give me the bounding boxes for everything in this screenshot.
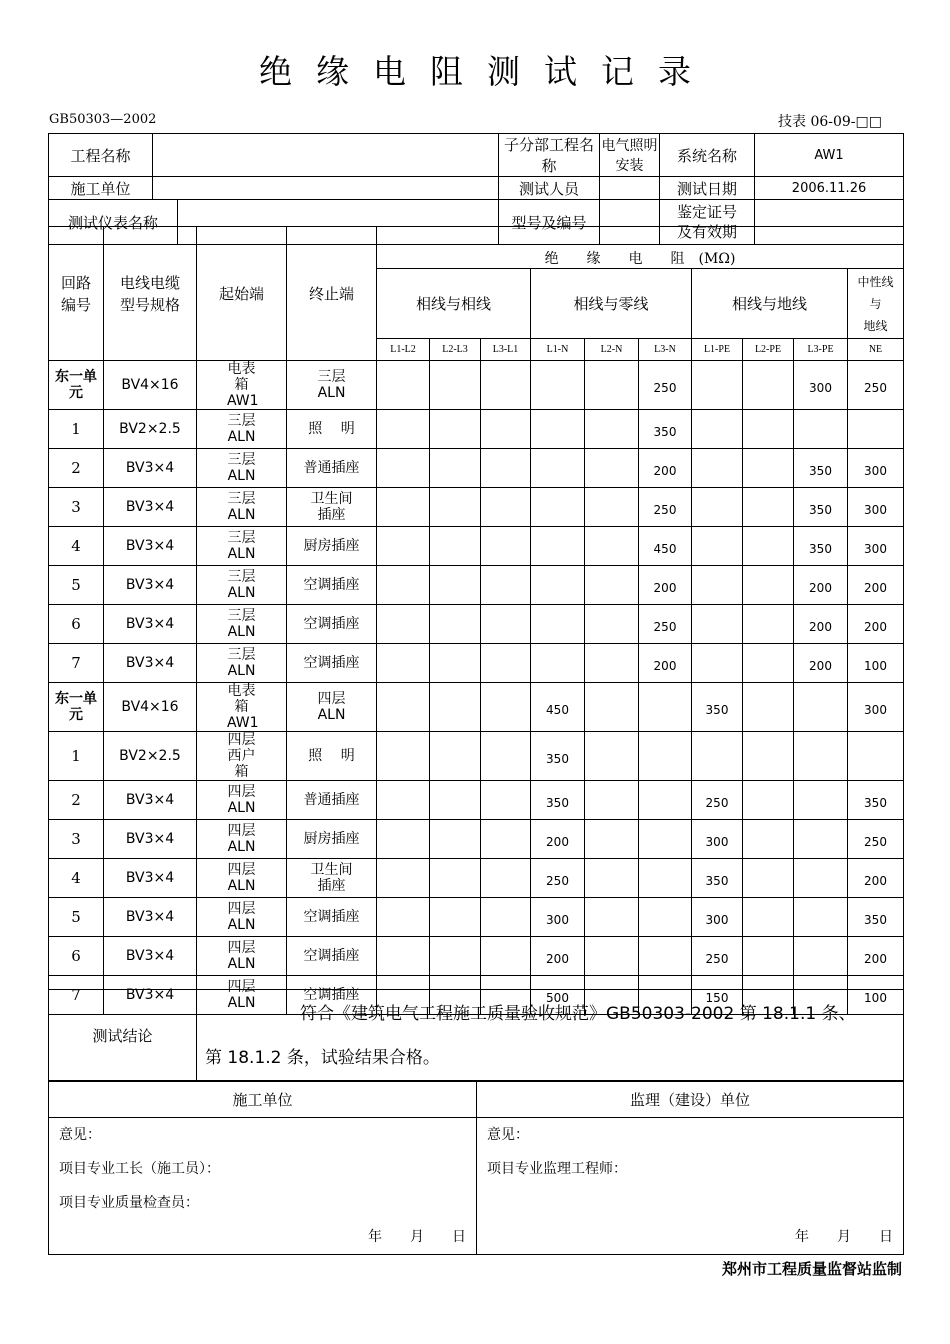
resistance-value-l1-n	[531, 488, 585, 527]
phase-phase-header: 相线与相线	[377, 269, 531, 339]
resistance-value-l1-l2	[377, 683, 430, 732]
table-row	[49, 732, 904, 781]
resistance-value-l1-l2	[377, 605, 430, 644]
sub-header-l2-l3: L2-L3	[430, 339, 481, 361]
construction-sign-block	[49, 1118, 477, 1255]
resistance-header: 绝 缘 电 阻 (MΩ)	[377, 227, 904, 269]
construction-date: 年 月 日	[368, 1229, 466, 1245]
resistance-value-l1-n: 350	[531, 781, 585, 820]
supervision-sign-block	[477, 1118, 904, 1255]
resistance-value-l1-n: 500	[531, 976, 585, 1015]
resistance-value-ne: 200	[848, 605, 904, 644]
resistance-value-l2-l3	[430, 732, 481, 781]
system-value[interactable]: AW1	[755, 134, 904, 177]
resistance-value-l3-pe	[794, 898, 848, 937]
construction-unit-header: 施工单位	[49, 1081, 477, 1118]
cable-spec: BV3×4	[104, 820, 197, 859]
resistance-value-l2-pe	[743, 449, 794, 488]
resistance-value-l2-pe	[743, 410, 794, 449]
resistance-value-ne: 200	[848, 937, 904, 976]
resistance-value-l1-l2	[377, 449, 430, 488]
resistance-value-l1-l2	[377, 361, 430, 410]
end-point: 普通插座	[287, 781, 377, 820]
resistance-value-l2-n	[585, 683, 639, 732]
table-row	[49, 859, 904, 898]
loop-number: 5	[49, 566, 104, 605]
resistance-value-l3-n	[639, 937, 692, 976]
resistance-value-l3-pe	[794, 410, 848, 449]
end-point: 厨房插座	[287, 527, 377, 566]
resistance-value-l3-n: 200	[639, 644, 692, 683]
resistance-value-l3-l1	[481, 361, 531, 410]
resistance-value-l3-l1	[481, 410, 531, 449]
cable-spec: BV2×2.5	[104, 410, 197, 449]
resistance-value-l1-l2	[377, 566, 430, 605]
resistance-value-l3-l1	[481, 566, 531, 605]
cable-spec: BV3×4	[104, 488, 197, 527]
resistance-value-ne: 250	[848, 361, 904, 410]
resistance-value-l3-l1	[481, 644, 531, 683]
start-point: 电表箱 AW1	[197, 683, 287, 732]
table-row	[49, 566, 904, 605]
resistance-value-l3-pe: 350	[794, 488, 848, 527]
cable-spec: BV3×4	[104, 527, 197, 566]
resistance-value-ne: 300	[848, 449, 904, 488]
table-row	[49, 527, 904, 566]
table-row	[49, 820, 904, 859]
resistance-value-l3-pe: 200	[794, 644, 848, 683]
test-date-value[interactable]: 2006.11.26	[755, 177, 904, 200]
start-point: 电表箱 AW1	[197, 361, 287, 410]
table-row	[49, 605, 904, 644]
conclusion-line-1: 符合《建筑电气工程施工质量验收规范》GB50303-2002 第 18.1.1 条、	[300, 1003, 856, 1024]
resistance-value-l1-pe: 350	[692, 683, 743, 732]
cable-spec: BV2×2.5	[104, 732, 197, 781]
loop-number: 2	[49, 781, 104, 820]
resistance-value-l3-n	[639, 683, 692, 732]
sub-header-l2-n: L2-N	[585, 339, 639, 361]
resistance-value-l1-pe	[692, 488, 743, 527]
issuer-footer: 郑州市工程质量监督站监制	[721, 1260, 902, 1278]
start-point: 三层 ALN	[197, 488, 287, 527]
resistance-value-l2-pe	[743, 820, 794, 859]
resistance-value-l1-l2	[377, 859, 430, 898]
resistance-value-l3-pe: 200	[794, 566, 848, 605]
loop-number: 5	[49, 898, 104, 937]
resistance-value-l2-l3	[430, 683, 481, 732]
signature-table	[48, 1080, 904, 1255]
resistance-value-l1-n: 450	[531, 683, 585, 732]
table-row	[49, 361, 904, 410]
resistance-value-ne: 200	[848, 566, 904, 605]
start-point: 三层 ALN	[197, 410, 287, 449]
loop-header: 回路 编号	[49, 227, 104, 361]
resistance-value-l3-n	[639, 732, 692, 781]
cable-spec: BV3×4	[104, 781, 197, 820]
resistance-value-l2-l3	[430, 449, 481, 488]
resistance-value-l2-pe	[743, 605, 794, 644]
construction-unit-label: 施工单位	[49, 177, 153, 200]
resistance-value-l1-pe	[692, 566, 743, 605]
loop-number: 3	[49, 820, 104, 859]
cable-spec: BV3×4	[104, 644, 197, 683]
conclusion-text	[197, 990, 904, 1082]
data-rows	[49, 361, 904, 1015]
table-row	[49, 644, 904, 683]
cable-spec: BV3×4	[104, 937, 197, 976]
cable-spec: BV3×4	[104, 976, 197, 1015]
resistance-value-l1-pe: 150	[692, 976, 743, 1015]
resistance-value-l2-l3	[430, 410, 481, 449]
system-label: 系统名称	[660, 134, 755, 177]
resistance-value-l3-pe	[794, 820, 848, 859]
resistance-value-l3-pe	[794, 732, 848, 781]
resistance-value-l2-pe	[743, 859, 794, 898]
resistance-value-l3-l1	[481, 527, 531, 566]
start-point: 四层 ALN	[197, 781, 287, 820]
cable-spec: BV3×4	[104, 898, 197, 937]
resistance-value-l1-n: 300	[531, 898, 585, 937]
form-code: 技表 06-09-□□	[778, 114, 882, 130]
resistance-value-l2-n	[585, 859, 639, 898]
start-point: 三层 ALN	[197, 566, 287, 605]
end-point: 三层 ALN	[287, 361, 377, 410]
loop-number: 7	[49, 644, 104, 683]
cable-spec: BV3×4	[104, 566, 197, 605]
table-row	[49, 449, 904, 488]
resistance-value-l2-n	[585, 732, 639, 781]
loop-number: 1	[49, 410, 104, 449]
loop-number: 4	[49, 527, 104, 566]
resistance-value-l2-n	[585, 644, 639, 683]
resistance-value-l3-l1	[481, 449, 531, 488]
resistance-value-l1-pe: 350	[692, 859, 743, 898]
resistance-value-l1-pe	[692, 605, 743, 644]
resistance-value-l3-n	[639, 859, 692, 898]
resistance-value-l2-pe	[743, 644, 794, 683]
start-header: 起始端	[197, 227, 287, 361]
resistance-value-l3-pe	[794, 683, 848, 732]
page-title: 绝缘电阻测试记录	[259, 52, 715, 91]
resistance-value-l2-l3	[430, 644, 481, 683]
resistance-value-l3-pe: 300	[794, 361, 848, 410]
end-point: 空调插座	[287, 898, 377, 937]
resistance-value-l1-pe	[692, 361, 743, 410]
supervisor-label: 项目专业监理工程师：	[487, 1161, 627, 1177]
loop-number: 6	[49, 605, 104, 644]
resistance-value-ne	[848, 732, 904, 781]
resistance-value-l3-l1	[481, 732, 531, 781]
supervision-date: 年 月 日	[795, 1229, 893, 1245]
resistance-value-l3-n: 200	[639, 566, 692, 605]
sub-header-l3-n: L3-N	[639, 339, 692, 361]
start-point: 三层 ALN	[197, 527, 287, 566]
resistance-value-l1-l2	[377, 781, 430, 820]
resistance-value-ne: 350	[848, 781, 904, 820]
sub-project-label: 子分部工程名称	[499, 134, 600, 177]
loop-number: 东一单元	[49, 683, 104, 732]
resistance-value-l2-pe	[743, 937, 794, 976]
resistance-value-l1-l2	[377, 410, 430, 449]
sub-header-l1-l2: L1-L2	[377, 339, 430, 361]
resistance-value-l2-pe	[743, 527, 794, 566]
tester-label: 测试人员	[499, 177, 600, 200]
resistance-value-l1-pe: 300	[692, 898, 743, 937]
end-point: 厨房插座	[287, 820, 377, 859]
model-label: 型号及编号	[499, 200, 600, 245]
resistance-value-l2-l3	[430, 859, 481, 898]
construction-unit-value[interactable]	[153, 177, 499, 200]
cable-spec: BV3×4	[104, 449, 197, 488]
table-row	[49, 937, 904, 976]
resistance-value-l2-n	[585, 361, 639, 410]
loop-number: 7	[49, 976, 104, 1015]
resistance-value-l3-l1	[481, 937, 531, 976]
standard-code: GB50303—2002	[49, 112, 157, 127]
start-point: 四层 ALN	[197, 820, 287, 859]
resistance-value-ne: 300	[848, 488, 904, 527]
loop-number: 2	[49, 449, 104, 488]
resistance-value-l2-pe	[743, 781, 794, 820]
resistance-value-l2-n	[585, 781, 639, 820]
resistance-value-l3-l1	[481, 898, 531, 937]
phase-ground-header: 相线与地线	[692, 269, 848, 339]
resistance-value-l3-pe	[794, 859, 848, 898]
resistance-value-l2-n	[585, 449, 639, 488]
resistance-value-l1-pe: 300	[692, 820, 743, 859]
resistance-value-l3-n: 250	[639, 488, 692, 527]
resistance-value-l2-pe	[743, 898, 794, 937]
sub-header-l1-pe: L1-PE	[692, 339, 743, 361]
resistance-value-l3-l1	[481, 605, 531, 644]
resistance-value-l2-l3	[430, 566, 481, 605]
neutral-ground-header: 中性线 与 地线	[848, 269, 904, 339]
sub-project-value[interactable]: 电气照明安装	[600, 134, 660, 177]
resistance-value-ne: 350	[848, 898, 904, 937]
loop-number: 4	[49, 859, 104, 898]
loop-number: 3	[49, 488, 104, 527]
test-date-label: 测试日期	[660, 177, 755, 200]
resistance-value-l1-n	[531, 410, 585, 449]
end-point: 卫生间 插座	[287, 859, 377, 898]
resistance-value-l2-l3	[430, 898, 481, 937]
cable-spec: BV3×4	[104, 605, 197, 644]
table-row	[49, 781, 904, 820]
sub-header-l3-pe: L3-PE	[794, 339, 848, 361]
table-row	[49, 410, 904, 449]
start-point: 三层 ALN	[197, 605, 287, 644]
construction-opinion: 意见：	[59, 1127, 101, 1143]
start-point: 四层 ALN	[197, 898, 287, 937]
resistance-value-ne: 300	[848, 527, 904, 566]
resistance-value-l2-l3	[430, 605, 481, 644]
end-point: 普通插座	[287, 449, 377, 488]
resistance-value-ne: 100	[848, 976, 904, 1015]
resistance-value-l3-pe	[794, 937, 848, 976]
resistance-value-l1-l2	[377, 527, 430, 566]
resistance-value-l2-l3	[430, 361, 481, 410]
resistance-value-ne: 100	[848, 644, 904, 683]
resistance-value-l2-n	[585, 820, 639, 859]
resistance-value-l2-pe	[743, 361, 794, 410]
cert-label: 鉴定证号 及有效期	[660, 200, 755, 245]
resistance-value-l1-l2	[377, 732, 430, 781]
resistance-value-l3-l1	[481, 488, 531, 527]
resistance-value-l1-pe	[692, 449, 743, 488]
resistance-value-l2-n	[585, 527, 639, 566]
resistance-value-l2-pe	[743, 488, 794, 527]
start-point: 四层 ALN	[197, 859, 287, 898]
resistance-value-l1-pe	[692, 410, 743, 449]
resistance-value-l3-l1	[481, 859, 531, 898]
resistance-table	[48, 226, 904, 1015]
resistance-value-ne	[848, 410, 904, 449]
foreman-label: 项目专业工长（施工员）：	[59, 1161, 220, 1177]
table-row	[49, 898, 904, 937]
resistance-value-l1-pe: 250	[692, 937, 743, 976]
resistance-value-l1-l2	[377, 937, 430, 976]
resistance-value-l2-n	[585, 488, 639, 527]
resistance-value-l1-pe	[692, 527, 743, 566]
resistance-value-l1-l2	[377, 898, 430, 937]
resistance-value-l2-pe	[743, 732, 794, 781]
conclusion-line-2: 第 18.1.2 条，试验结果合格。	[205, 1047, 440, 1068]
resistance-value-ne: 300	[848, 683, 904, 732]
resistance-value-l3-n: 250	[639, 361, 692, 410]
table-row	[49, 683, 904, 732]
end-point: 照 明	[287, 732, 377, 781]
resistance-value-l1-n	[531, 566, 585, 605]
resistance-value-l3-n	[639, 898, 692, 937]
loop-number: 1	[49, 732, 104, 781]
conclusion-table	[48, 989, 904, 1082]
instrument-label: 测试仪表名称	[49, 200, 178, 245]
start-point: 四层 西户箱	[197, 732, 287, 781]
resistance-value-l1-n	[531, 527, 585, 566]
conclusion-label: 测试结论	[49, 990, 197, 1082]
resistance-value-ne: 200	[848, 859, 904, 898]
resistance-value-l1-l2	[377, 820, 430, 859]
resistance-value-l1-pe	[692, 644, 743, 683]
supervision-unit-header: 监理（建设）单位	[477, 1081, 904, 1118]
resistance-value-l2-l3	[430, 820, 481, 859]
resistance-value-l1-n: 350	[531, 732, 585, 781]
project-name-value[interactable]	[153, 134, 499, 177]
resistance-value-l3-pe	[794, 781, 848, 820]
resistance-value-l2-n	[585, 410, 639, 449]
resistance-value-l1-l2	[377, 644, 430, 683]
end-point: 空调插座	[287, 566, 377, 605]
end-point: 照 明	[287, 410, 377, 449]
resistance-value-l1-pe	[692, 732, 743, 781]
tester-value[interactable]	[600, 177, 660, 200]
end-point: 空调插座	[287, 605, 377, 644]
resistance-value-ne: 250	[848, 820, 904, 859]
resistance-value-l2-n	[585, 605, 639, 644]
resistance-value-l1-n: 200	[531, 937, 585, 976]
resistance-value-l2-pe	[743, 683, 794, 732]
loop-number: 6	[49, 937, 104, 976]
resistance-value-l3-l1	[481, 820, 531, 859]
resistance-value-l2-l3	[430, 527, 481, 566]
resistance-value-l3-pe: 200	[794, 605, 848, 644]
end-point: 空调插座	[287, 937, 377, 976]
resistance-value-l2-n	[585, 937, 639, 976]
start-point: 四层 ALN	[197, 937, 287, 976]
end-header: 终止端	[287, 227, 377, 361]
cable-spec: BV4×16	[104, 361, 197, 410]
resistance-value-l2-pe	[743, 566, 794, 605]
cable-header: 电线电缆 型号规格	[104, 227, 197, 361]
quality-inspector-label: 项目专业质量检查员：	[59, 1195, 199, 1211]
end-point: 空调插座	[287, 976, 377, 1015]
resistance-value-l1-n: 250	[531, 859, 585, 898]
resistance-value-l3-n: 200	[639, 449, 692, 488]
start-point: 三层 ALN	[197, 644, 287, 683]
resistance-value-l2-n	[585, 898, 639, 937]
project-name-label: 工程名称	[49, 134, 153, 177]
phase-neutral-header: 相线与零线	[531, 269, 692, 339]
resistance-value-l1-n	[531, 644, 585, 683]
table-row	[49, 488, 904, 527]
resistance-value-l2-l3	[430, 488, 481, 527]
sub-header-l1-n: L1-N	[531, 339, 585, 361]
resistance-value-l3-n: 350	[639, 410, 692, 449]
resistance-value-l2-l3	[430, 781, 481, 820]
resistance-value-l3-l1	[481, 781, 531, 820]
resistance-value-l1-n	[531, 361, 585, 410]
resistance-value-l3-pe: 350	[794, 527, 848, 566]
resistance-value-l1-n	[531, 605, 585, 644]
end-point: 卫生间 插座	[287, 488, 377, 527]
end-point: 空调插座	[287, 644, 377, 683]
resistance-value-l1-n	[531, 449, 585, 488]
resistance-value-l3-n	[639, 820, 692, 859]
loop-number: 东一单元	[49, 361, 104, 410]
resistance-value-l3-l1	[481, 683, 531, 732]
sub-header-l3-l1: L3-L1	[481, 339, 531, 361]
resistance-value-l3-n	[639, 781, 692, 820]
resistance-value-l3-n: 250	[639, 605, 692, 644]
resistance-value-l2-n	[585, 566, 639, 605]
start-point: 三层 ALN	[197, 449, 287, 488]
resistance-value-l1-n: 200	[531, 820, 585, 859]
resistance-value-l1-l2	[377, 488, 430, 527]
start-point: 四层 ALN	[197, 976, 287, 1015]
resistance-value-l3-n: 450	[639, 527, 692, 566]
sub-header-l2-pe: L2-PE	[743, 339, 794, 361]
cable-spec: BV4×16	[104, 683, 197, 732]
cable-spec: BV3×4	[104, 859, 197, 898]
sub-header-ne: NE	[848, 339, 904, 361]
resistance-value-l1-pe: 250	[692, 781, 743, 820]
resistance-value-l3-pe: 350	[794, 449, 848, 488]
resistance-value-l2-l3	[430, 937, 481, 976]
end-point: 四层 ALN	[287, 683, 377, 732]
supervision-opinion: 意见：	[487, 1127, 529, 1143]
